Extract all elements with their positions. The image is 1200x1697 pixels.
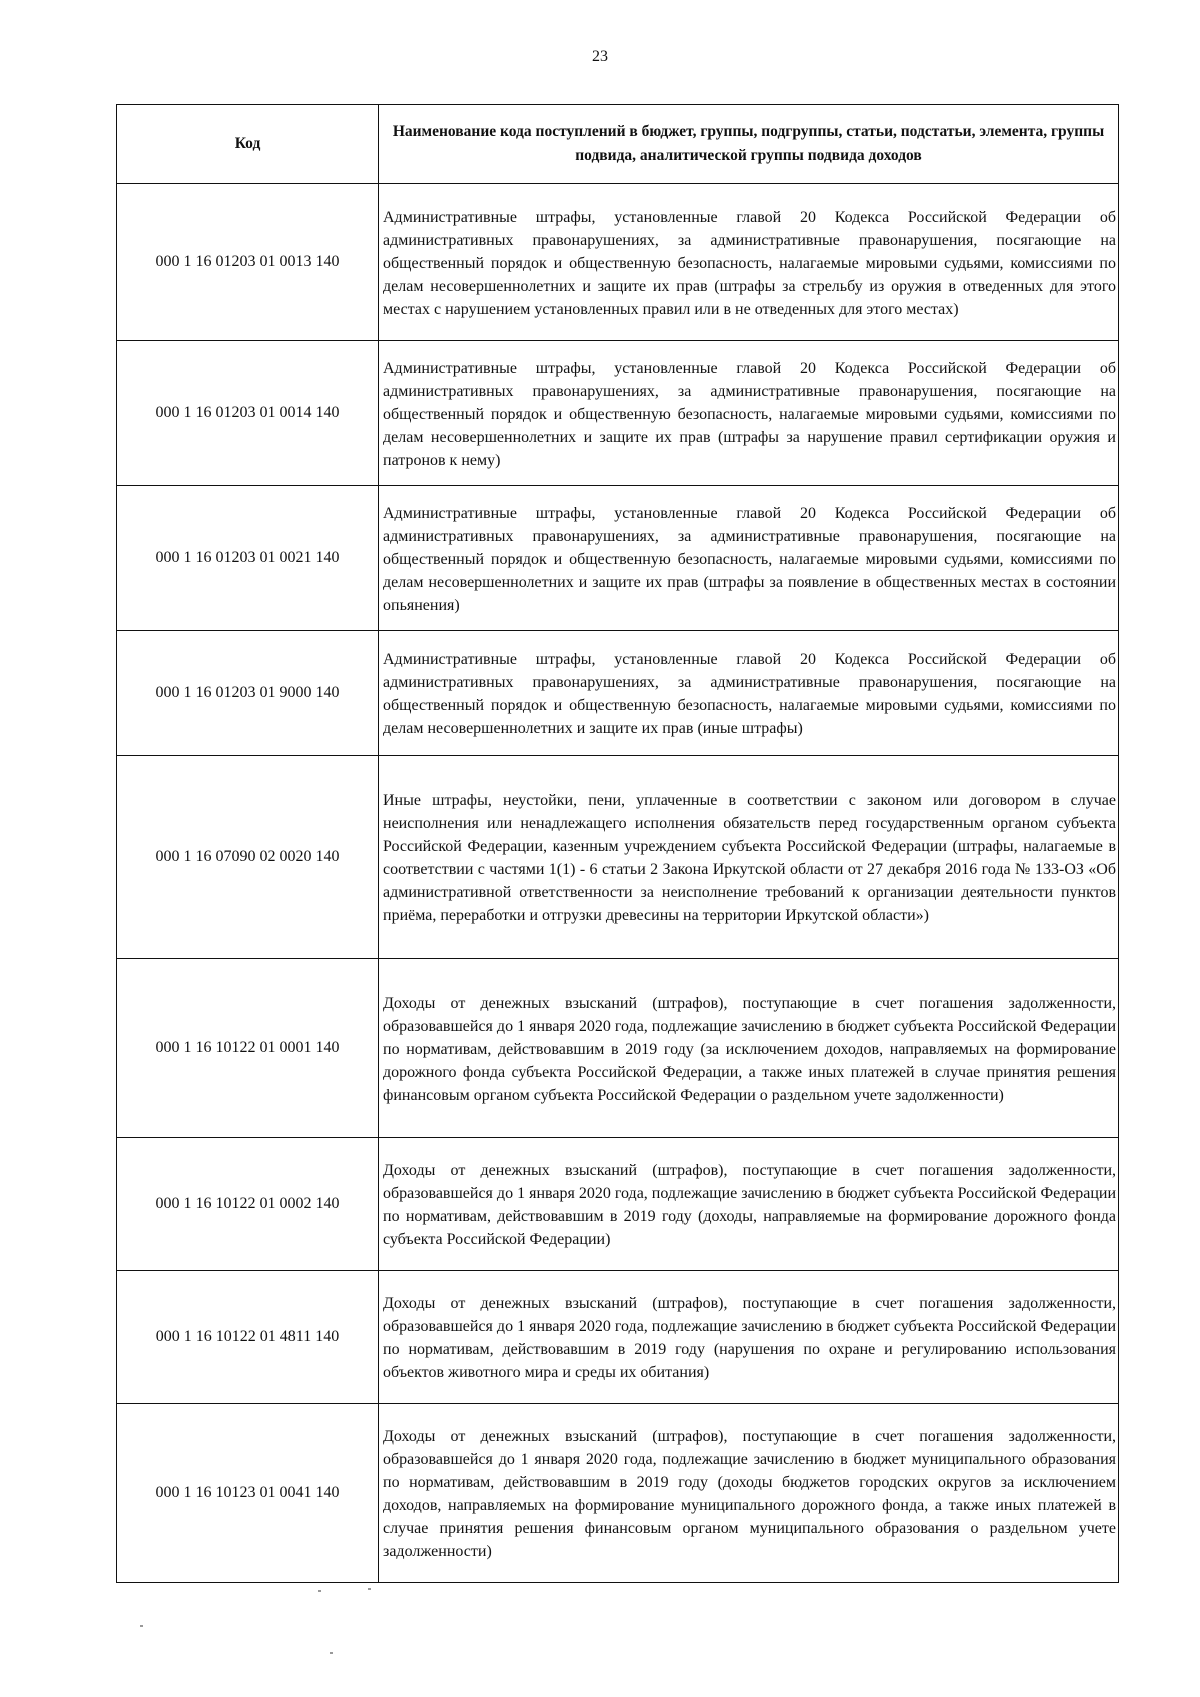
row-code: 000 1 16 01203 01 0013 140 [117, 184, 379, 341]
row-description: Доходы от денежных взысканий (штрафов), поступающие в счет погашения задолженности, образовавшейся до 1 января 2020 года, подлежащие зачислению в бюджет субъекта Российской Федерации по нормативам, действовавшим в 2019 году (нарушения по охране и регулированию использования объектов животного мира и среды их обитания) [379, 1271, 1119, 1404]
table-row [117, 756, 1119, 959]
row-code: 000 1 16 10122 01 4811 140 [117, 1271, 379, 1404]
table-row [117, 1138, 1119, 1271]
scan-speck [140, 1625, 143, 1627]
table-row [117, 184, 1119, 341]
row-description: Доходы от денежных взысканий (штрафов), поступающие в счет погашения задолженности, образовавшейся до 1 января 2020 года, подлежащие зачислению в бюджет субъекта Российской Федерации по нормативам, действовавшим в 2019 году (за исключением доходов, направляемых на формирование дорожного фонда субъекта Российской Федерации, а также иных платежей в случае принятия решения финансовым органом субъекта Российской Федерации о раздельном учете задолженности) [379, 959, 1119, 1138]
row-code: 000 1 16 01203 01 0021 140 [117, 486, 379, 631]
page-number: 23 [592, 48, 608, 65]
row-code: 000 1 16 01203 01 0014 140 [117, 341, 379, 486]
row-description: Иные штрафы, неустойки, пени, уплаченные в соответствии с законом или договором в случае неисполнения или ненадлежащего исполнения обязательств перед государственным органом субъекта Российской Федерации, казенным учреждением субъекта Российской Федерации (штрафы, налагаемые в соответствии с частями 1(1) - 6 статьи 2 Закона Иркутской области от 27 декабря 2016 года № 133-ОЗ «Об административной ответственности за неисполнение требований к организации деятельности пунктов приёма, переработки и отгрузки древесины на территории Иркутской области») [379, 756, 1119, 959]
revenue-codes-table [116, 104, 1119, 1583]
header-code: Код [117, 105, 379, 184]
table-row [117, 631, 1119, 756]
row-description: Административные штрафы, установленные главой 20 Кодекса Российской Федерации об административных правонарушениях, за административные правонарушения, посягающие на общественный порядок и общественную безопасность, налагаемые мировыми судьями, комиссиями по делам несовершеннолетних и защите их прав (иные штрафы) [379, 631, 1119, 756]
table-row [117, 959, 1119, 1138]
header-name: Наименование кода поступлений в бюджет, группы, подгруппы, статьи, подстатьи, элемента, группы подвида, аналитической группы подвида доходов [379, 105, 1119, 184]
table-row [117, 1404, 1119, 1583]
table-header-row [117, 105, 1119, 184]
table-row [117, 341, 1119, 486]
row-description: Доходы от денежных взысканий (штрафов), поступающие в счет погашения задолженности, образовавшейся до 1 января 2020 года, подлежащие зачислению в бюджет муниципального образования по нормативам, действовавшим в 2019 году (доходы бюджетов городских округов за исключением доходов, направляемых на формирование муниципального дорожного фонда, а также иных платежей в случае принятия решения финансовым органом муниципального образования о раздельном учете задолженности) [379, 1404, 1119, 1583]
table-row [117, 486, 1119, 631]
scan-speck [368, 1588, 371, 1590]
table-row [117, 1271, 1119, 1404]
row-description: Административные штрафы, установленные главой 20 Кодекса Российской Федерации об административных правонарушениях, за административные правонарушения, посягающие на общественный порядок и общественную безопасность, налагаемые мировыми судьями, комиссиями по делам несовершеннолетних и защите их прав (штрафы за стрельбу из оружия в отведенных для этого местах с нарушением установленных правил или в не отведенных для этого местах) [379, 184, 1119, 341]
scan-speck [318, 1590, 321, 1592]
row-code: 000 1 16 10122 01 0002 140 [117, 1138, 379, 1271]
row-description: Доходы от денежных взысканий (штрафов), поступающие в счет погашения задолженности, образовавшейся до 1 января 2020 года, подлежащие зачислению в бюджет субъекта Российской Федерации по нормативам, действовавшим в 2019 году (доходы, направляемые на формирование дорожного фонда субъекта Российской Федерации) [379, 1138, 1119, 1271]
row-code: 000 1 16 10122 01 0001 140 [117, 959, 379, 1138]
scan-speck [330, 1652, 333, 1654]
row-description: Административные штрафы, установленные главой 20 Кодекса Российской Федерации об административных правонарушениях, за административные правонарушения, посягающие на общественный порядок и общественную безопасность, налагаемые мировыми судьями, комиссиями по делам несовершеннолетних и защите их прав (штрафы за нарушение правил сертификации оружия и патронов к нему) [379, 341, 1119, 486]
row-description: Административные штрафы, установленные главой 20 Кодекса Российской Федерации об административных правонарушениях, за административные правонарушения, посягающие на общественный порядок и общественную безопасность, налагаемые мировыми судьями, комиссиями по делам несовершеннолетних и защите их прав (штрафы за появление в общественных местах в состоянии опьянения) [379, 486, 1119, 631]
row-code: 000 1 16 01203 01 9000 140 [117, 631, 379, 756]
row-code: 000 1 16 07090 02 0020 140 [117, 756, 379, 959]
row-code: 000 1 16 10123 01 0041 140 [117, 1404, 379, 1583]
